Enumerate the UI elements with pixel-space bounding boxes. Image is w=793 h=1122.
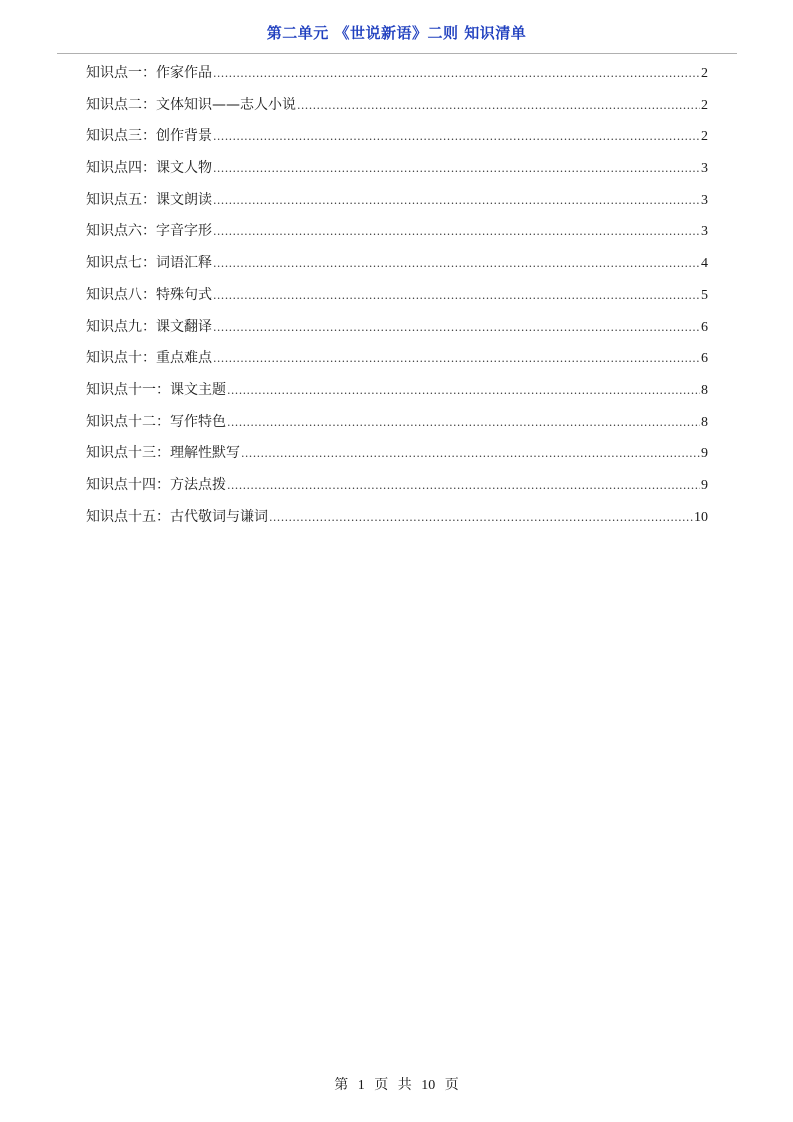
toc-entry-title: 知识点十二：写作特色: [86, 413, 226, 430]
toc-entry-title: 知识点二：文体知识——志人小说: [86, 96, 296, 113]
toc-dot-leader: [241, 443, 700, 465]
toc-entry-title: 知识点六：字音字形: [86, 223, 212, 240]
toc-dot-leader: [213, 221, 700, 243]
table-of-contents: [86, 62, 708, 537]
toc-dot-leader: [213, 285, 700, 307]
toc-entry-13[interactable]: [86, 442, 708, 474]
toc-entry-title: 知识点十：重点难点: [86, 350, 212, 367]
toc-entry-title: 知识点一：作家作品: [86, 65, 212, 81]
page-footer: 第 1 页 共 10 页: [334, 1078, 459, 1093]
toc-entry-12[interactable]: [86, 411, 708, 443]
toc-dot-leader: [269, 507, 693, 529]
toc-dot-leader: [213, 158, 700, 180]
toc-dot-leader: [213, 126, 700, 148]
header-divider: [57, 53, 737, 54]
toc-entry-9[interactable]: [86, 316, 708, 348]
toc-dot-leader: [213, 348, 700, 370]
toc-entry-6[interactable]: [86, 220, 708, 252]
toc-entry-page: 2: [701, 66, 708, 81]
toc-entry-3[interactable]: [86, 125, 708, 157]
toc-entry-page: 5: [701, 287, 708, 303]
toc-entry-15[interactable]: [86, 506, 708, 538]
toc-entry-page: 6: [701, 351, 708, 367]
toc-entry-page: 2: [701, 97, 708, 113]
toc-dot-leader: [227, 475, 700, 497]
toc-dot-leader: [297, 95, 700, 117]
toc-dot-leader: [213, 317, 700, 339]
toc-entry-page: 3: [701, 192, 708, 208]
toc-entry-title: 知识点九：课文翻译: [86, 318, 212, 335]
toc-entry-4[interactable]: [86, 157, 708, 189]
toc-entry-14[interactable]: [86, 474, 708, 506]
toc-entry-title: 知识点三：创作背景: [86, 128, 212, 145]
toc-entry-title: 知识点十四：方法点拨: [86, 476, 226, 493]
toc-dot-leader: [227, 412, 700, 434]
toc-entry-title: 知识点五：课文朗读: [86, 191, 212, 208]
toc-entry-page: 9: [701, 446, 708, 462]
toc-entry-title: 知识点十五：古代敬词与谦词: [86, 508, 268, 525]
toc-entry-11[interactable]: [86, 379, 708, 411]
toc-entry-page: 8: [701, 414, 708, 430]
toc-entry-7[interactable]: [86, 252, 708, 284]
toc-entry-title: 知识点四：课文人物: [86, 160, 212, 177]
toc-dot-leader: [213, 63, 700, 85]
toc-dot-leader: [227, 380, 700, 402]
page-header-title: 第二单元 《世说新语》二则 知识清单: [266, 24, 527, 42]
toc-dot-leader: [213, 190, 700, 212]
toc-entry-5[interactable]: [86, 189, 708, 221]
toc-entry-page: 4: [701, 256, 708, 272]
toc-entry-page: 6: [701, 319, 708, 335]
toc-entry-page: 2: [701, 129, 708, 145]
toc-entry-8[interactable]: [86, 284, 708, 316]
toc-entry-10[interactable]: [86, 347, 708, 379]
toc-entry-page: 3: [701, 161, 708, 177]
toc-dot-leader: [213, 253, 700, 275]
toc-entry-title: 知识点七：词语汇释: [86, 255, 212, 272]
toc-entry-title: 知识点八：特殊句式: [86, 286, 212, 303]
toc-entry-1[interactable]: [86, 62, 708, 94]
toc-entry-page: 3: [701, 224, 708, 240]
toc-entry-page: 10: [694, 509, 708, 525]
toc-entry-title: 知识点十一：课文主题: [86, 381, 226, 398]
toc-entry-page: 8: [701, 382, 708, 398]
toc-entry-2[interactable]: [86, 94, 708, 126]
toc-entry-title: 知识点十三：理解性默写: [86, 445, 240, 462]
toc-entry-page: 9: [701, 477, 708, 493]
